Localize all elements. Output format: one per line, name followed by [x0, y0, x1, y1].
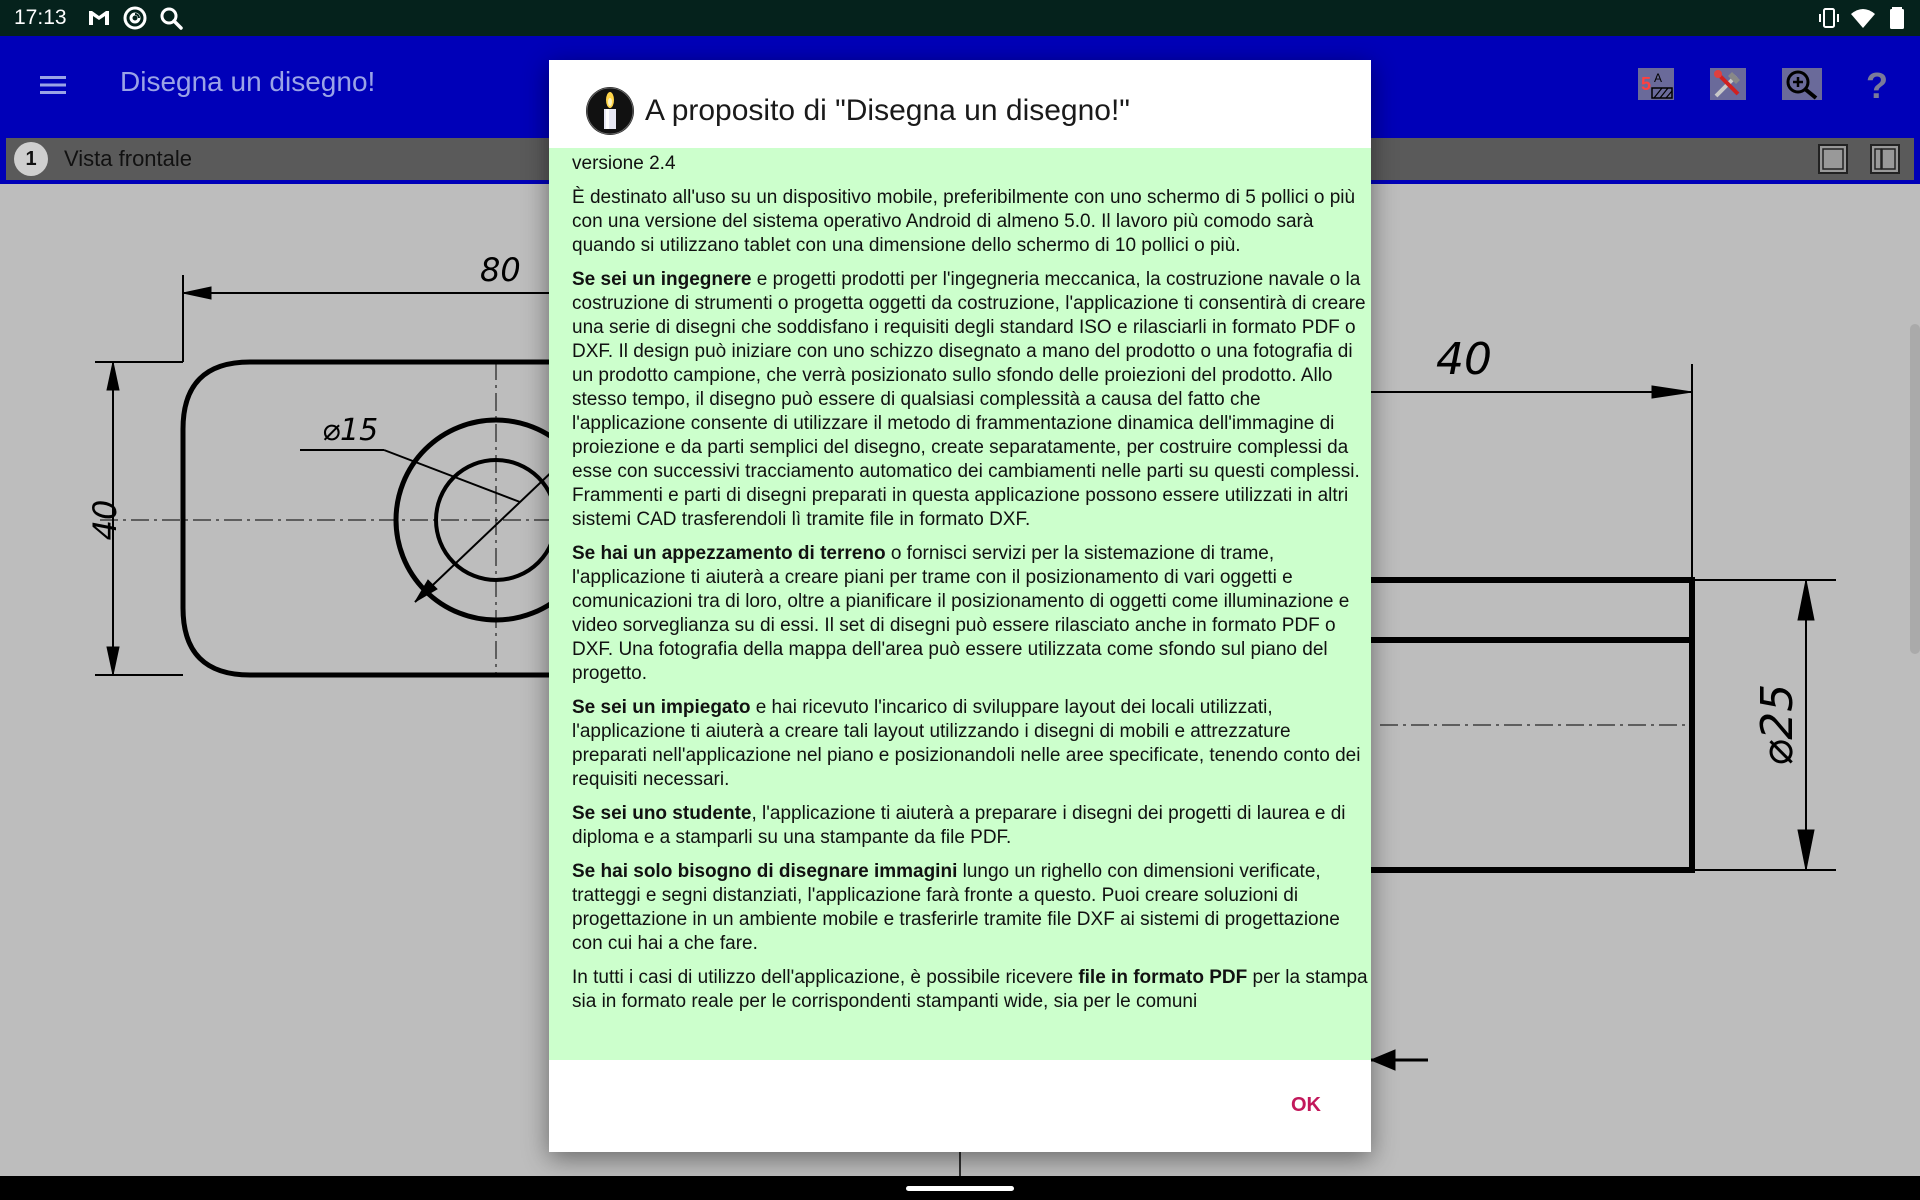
navigation-bar — [0, 1176, 1920, 1200]
version-text: versione 2.4 — [572, 153, 676, 174]
paragraph-engineer — [572, 268, 1368, 532]
paragraph-engineer-text: e progetti prodotti per l'ingegneria meccanica, la costruzione navale o la costruzione di strumenti o progetta oggetti da costruzione, l'applicazione ti consentirà di creare una serie di disegni che soddisfano i requisiti degli standard ISO e rilasciarli in formato PDF o DXF. Il design può iniziare con uno schizzo disegnato a mano del prodotto o una fotografia di un prodotto campione, che verrà posizionato sullo sfondo delle proiezioni del prodotto. Allo stesso tempo, il disegno può essere di qualsiasi complessità a causa del fatto che l'applicazione consente di utilizzare il metodo di frammentazione dinamica dell'immagine di proiezione e da parti semplici del disegno, create separatamente, per costruire complessi da esse con successivi tracciamento automatico dei cambiamenti nelle parti su questi complessi. Frammenti e parti di disegni preparati in questa applicazione possono essere utilizzati in altri sistemi CAD trasferendoli lì tramite file in formato DXF. — [572, 269, 1366, 530]
paragraph-land — [572, 542, 1368, 686]
dialog-header — [549, 60, 1371, 148]
paragraph-images-text: lungo un righello con dimensioni verificate, tratteggi e segni distanziati, l'applicazione farà fronte a questo. Puoi creare soluzioni di progettazione in un ambiente mobile e trasferirle tramite file DXF ai sistemi di progettazione con cui hai a che fare. — [572, 861, 1340, 954]
candle-icon — [585, 86, 635, 136]
home-handle[interactable] — [906, 1186, 1014, 1191]
paragraph-pdf-text-a: In tutti i casi di utilizzo dell'applicazione, è possibile ricevere — [572, 967, 1079, 988]
status-time: 17:13 — [14, 6, 67, 29]
paragraph-images — [572, 860, 1368, 956]
paragraph-employee — [572, 696, 1368, 792]
paragraph-employee-heading: Se sei un impiegato — [572, 697, 751, 718]
paragraph-pdf-heading: file in formato PDF — [1078, 967, 1248, 988]
dim-label-d25: ⌀25 — [1752, 683, 1803, 767]
view-number-badge[interactable]: 1 — [14, 142, 48, 176]
paragraph-land-heading: Se hai un appezzamento di terreno — [572, 543, 886, 564]
dim-label-40-vertical: 40 — [86, 499, 124, 541]
paragraph-student-text: , l'applicazione ti aiuterà a preparare i disegni dei progetti di laurea e di diploma e a stamparli su una stampante da file PDF. — [572, 803, 1346, 848]
paragraph-pdf-text-b: per la stampa sia in formato reale per le corrispondenti stampanti wide, sia per le comuni — [572, 967, 1368, 1012]
svg-text:5: 5 — [1641, 74, 1652, 94]
svg-text:?: ? — [1866, 65, 1888, 106]
dialog-title: A proposito di "Disegna un disegno!" — [645, 94, 1130, 127]
view-title[interactable]: Vista frontale — [64, 146, 193, 171]
app-title: Disegna un disegno! — [120, 66, 376, 97]
paragraph-engineer-heading: Se sei un ingegnere — [572, 269, 752, 290]
paragraph-land-text: o fornisci servizi per la sistemazione di trame, l'applicazione ti aiuterà a creare piani per trame con il posizionamento di vari oggetti e comunicazioni tra di loro, oltre a pianificare il posizionamento di oggetti come illuminazione e video sorveglianza su di essi. Il set di disegni può essere rilasciato anche in formato PDF o DXF. Una fotografia della mappa dell'area può essere utilizzata come sfondo sul piano del progetto. — [572, 543, 1350, 684]
paragraph-student — [572, 802, 1368, 850]
paragraph-images-heading: Se hai solo bisogno di disegnare immagini — [572, 861, 958, 882]
dialog-content-scroll[interactable] — [549, 148, 1371, 1060]
paragraph-student-heading: Se sei uno studente — [572, 803, 752, 824]
dialog-footer — [549, 1060, 1371, 1152]
paragraph-pdf — [572, 966, 1368, 1014]
ok-button[interactable]: OK — [1291, 1094, 1321, 1116]
svg-text:A: A — [1654, 71, 1663, 85]
about-dialog — [549, 60, 1371, 1152]
dim-label-40-right: 40 — [1436, 334, 1492, 385]
dim-label-80: 80 — [480, 251, 521, 289]
paragraph-employee-text: e hai ricevuto l'incarico di sviluppare layout dei locali utilizzati, l'applicazione ti aiuterà a creare tali layout utilizzando i disegni di mobili e attrezzature preparati nell'applicazione nel piano e posizionandoli nelle aree specificate, tenendo conto dei requisiti necessari. — [572, 697, 1361, 790]
dim-label-d15: ⌀15 — [322, 413, 379, 448]
paragraph-intro: È destinato all'uso su un dispositivo mobile, preferibilmente con uno schermo di 5 pollici o più con una versione del sistema operativo Android di almeno 5.0. Il lavoro più comodo sarà quando si utilizzano tablet con una dimensione dello schermo di 10 pollici o più. — [572, 187, 1356, 256]
